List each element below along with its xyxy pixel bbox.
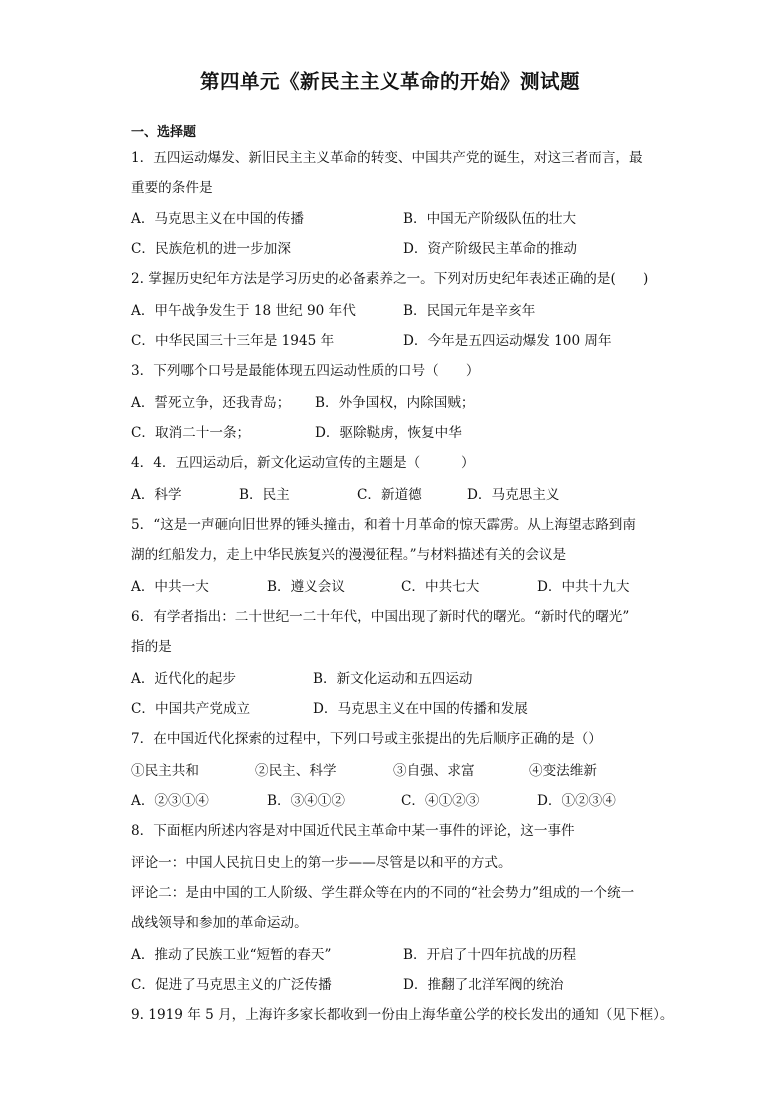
question-7-stem: 7．在中国近代化探索的过程中，下列口号或主张提出的先后顺序正确的是（） (131, 731, 602, 747)
option-c: C．新道德 (357, 487, 422, 503)
option-c: C．促进了马克思主义的广泛传播 (131, 977, 332, 993)
page-title: 第四单元《新民主主义革命的开始》测试题 (199, 70, 580, 93)
option-a: A．近代化的起步 (131, 671, 236, 687)
option-a: A．誓死立争，还我青岛； (131, 395, 291, 411)
option-d: D．今年是五四运动爆发 100 周年 (403, 333, 612, 349)
numbered-item-3: ③自强、求富 (393, 763, 475, 779)
option-d: D．驱除鞑虏，恢复中华 (315, 425, 462, 441)
option-a: A．科学 (131, 487, 182, 503)
option-d: D．马克思主义 (467, 487, 560, 503)
question-6-stem-line-1: 6．有学者指出：二十世纪一二十年代，中国出现了新时代的曙光。“新时代的曙光” (131, 609, 630, 625)
option-d: D．①②③④ (537, 793, 616, 809)
option-c: C．④①②③ (401, 793, 480, 809)
question-9-stem: 9. 1919 年 5 月，上海许多家长都收到一份由上海华童公学的校长发出的通知（见下框）。 (131, 1007, 674, 1023)
option-a: A．甲午战争发生于 18 世纪 90 年代 (131, 303, 356, 319)
numbered-item-2: ②民主、科学 (255, 763, 337, 779)
option-a: A．马克思主义在中国的传播 (131, 211, 304, 227)
option-c: C．中国共产党成立 (131, 701, 251, 717)
option-c: C．民族危机的进一步加深 (131, 241, 291, 257)
option-d: D．中共十九大 (537, 579, 630, 595)
question-6-stem-line-2: 指的是 (131, 639, 172, 655)
option-b: B．中国无产阶级队伍的壮大 (403, 211, 577, 227)
option-d: D．资产阶级民主革命的推动 (403, 241, 578, 257)
option-c: C．中华民国三十三年是 1945 年 (131, 333, 335, 349)
question-3-stem: 3．下列哪个口号是最能体现五四运动性质的口号（ ） (131, 363, 480, 379)
question-1-stem-line-1: 1．五四运动爆发、新旧民主主义革命的转变、中国共产党的诞生，对这三者而言，最 (131, 150, 643, 166)
option-b: B．开启了十四年抗战的历程 (403, 947, 577, 963)
question-8-comment-2-line-2: 战线领导和参加的革命运动。 (131, 915, 308, 931)
question-8-comment-2-line-1: 评论二：是由中国的工人阶级、学生群众等在内的不同的“社会势力”组成的一个统一 (131, 885, 635, 901)
option-b: B．外争国权，内除国贼； (315, 395, 475, 411)
option-d: D．推翻了北洋军阀的统治 (403, 977, 564, 993)
option-d: D．马克思主义在中国的传播和发展 (313, 701, 528, 717)
option-b: B．遵义会议 (267, 579, 345, 595)
numbered-item-4: ④变法维新 (529, 763, 597, 779)
section-heading: 一、选择题 (131, 125, 197, 140)
question-8-comment-1: 评论一：中国人民抗日史上的第一步——尽管是以和平的方式。 (131, 855, 512, 871)
question-5-stem-line-2: 湖的红船发力，走上中华民族复兴的漫漫征程。”与材料描述有关的会议是 (131, 547, 567, 563)
numbered-item-1: ①民主共和 (131, 763, 199, 779)
option-b: B．民主 (239, 487, 290, 503)
question-5-stem-line-1: 5．“这是一声砸向旧世界的锤头撞击，和着十月革命的惊天霹雳。从上海望志路到南 (131, 517, 636, 533)
option-a: A．②③①④ (131, 793, 209, 809)
option-c: C．中共七大 (401, 579, 480, 595)
question-4-stem: 4．4．五四运动后，新文化运动宣传的主题是（ ） (131, 455, 475, 471)
option-c: C．取消二十一条； (131, 425, 251, 441)
question-2-stem: 2. 掌握历史纪年方法是学习历史的必备素养之一。下列对历史纪年表述正确的是( ) (131, 271, 649, 287)
option-b: B．民国元年是辛亥年 (403, 303, 536, 319)
question-8-stem-line-1: 8．下面框内所述内容是对中国近代民主革命中某一事件的评论，这一事件 (131, 823, 575, 839)
option-b: B．③④①② (267, 793, 345, 809)
option-b: B．新文化运动和五四运动 (313, 671, 473, 687)
option-a: A．推动了民族工业“短暂的春天” (131, 947, 332, 963)
question-1-stem-line-2: 重要的条件是 (131, 180, 213, 196)
option-a: A．中共一大 (131, 579, 209, 595)
